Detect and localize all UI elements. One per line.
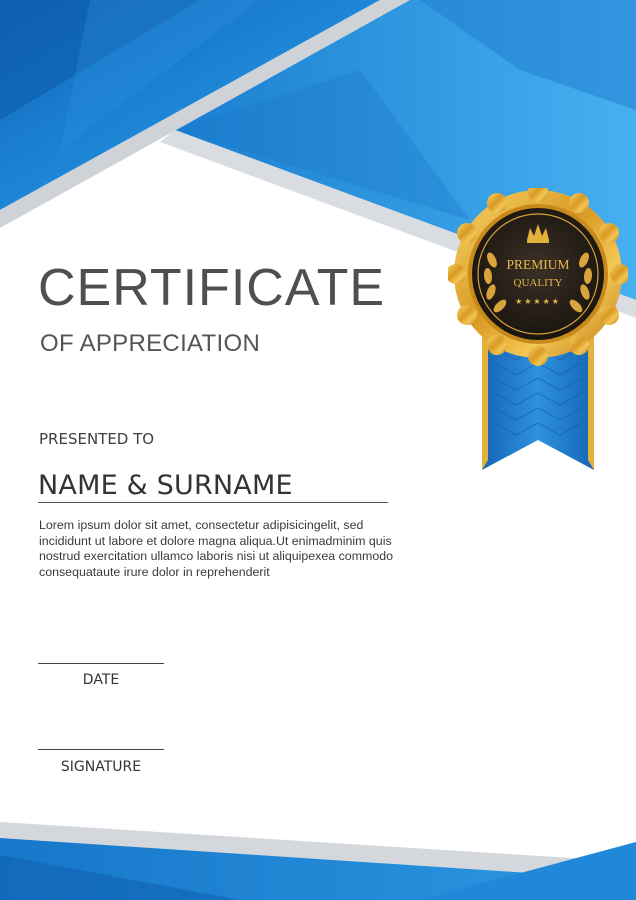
signature-label: SIGNATURE	[60, 759, 142, 775]
certificate-body-text: Lorem ipsum dolor sit amet, consectetur adipisicingelit, sed incididunt ut labore et dolore magna aliqua.Ut enimadminim quis nostrud exercitation ullamco laboris nisi ut aliquipexea commodo consequataute irure dolor in reprehenderit	[39, 518, 394, 579]
date-line	[38, 663, 164, 664]
certificate-subtitle: OF APPRECIATION	[40, 330, 261, 357]
badge-line2: QUALITY	[513, 277, 563, 289]
recipient-name: NAME & SURNAME	[38, 470, 293, 501]
badge-stars: ★★★★★	[515, 297, 561, 306]
badge-line1: PREMIUM	[506, 257, 570, 272]
premium-quality-badge	[448, 188, 628, 478]
presented-to-label: PRESENTED TO	[39, 430, 155, 448]
date-label: DATE	[82, 672, 120, 688]
certificate-title: CERTIFICATE	[38, 259, 386, 317]
name-underline	[38, 502, 388, 503]
signature-line	[38, 749, 164, 750]
badge-medal	[448, 188, 628, 366]
